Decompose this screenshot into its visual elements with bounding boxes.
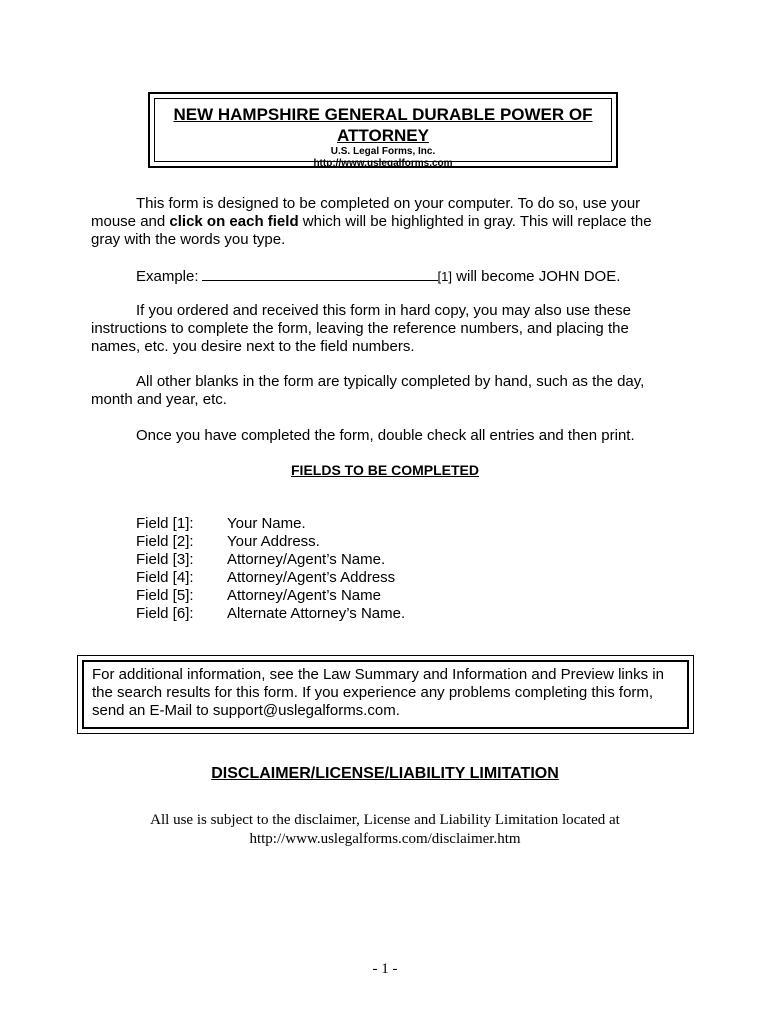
disclaimer-text: [0, 811, 770, 849]
example-result: will become JOHN DOE.: [452, 268, 621, 285]
other-blanks-paragraph: All other blanks in the form are typically completed by hand, such as the day, month and year, etc.: [91, 373, 645, 408]
fields-list: [136, 515, 405, 623]
field-description: Your Address.: [227, 533, 320, 550]
intro-text-2: which will be highlighted in gray. This will replace the gray with the words you type.: [91, 213, 652, 248]
field-row: [136, 551, 405, 569]
company-name: U.S. Legal Forms, Inc.: [330, 146, 436, 157]
field-label: Field [5]:: [136, 587, 194, 604]
field-label: Field [4]:: [136, 569, 194, 586]
fields-heading: FIELDS TO BE COMPLETED: [291, 462, 479, 478]
info-box-text: For additional information, see the Law Summary and Information and Preview links in the search results for this form. If you experience any problems completing this form, send an E-Mail to support@uslegalforms.com.: [82, 660, 689, 729]
field-label: Field [1]:: [136, 515, 194, 532]
disclaimer-line-1: All use is subject to the disclaimer, License and Liability Limitation located at: [150, 812, 620, 828]
example-ref: [1]: [437, 269, 452, 284]
disclaimer-heading: DISCLAIMER/LICENSE/LIABILITY LIMITATION: [211, 765, 559, 782]
example-label: Example:: [136, 268, 199, 285]
info-box: [77, 655, 694, 734]
field-description: Attorney/Agent’s Name: [227, 587, 381, 604]
example-blank-field: [202, 267, 438, 281]
intro-paragraph: [91, 195, 681, 249]
field-label: Field [3]:: [136, 551, 194, 568]
once-paragraph: Once you have completed the form, double check all entries and then print.: [136, 427, 635, 444]
title-box-inner: [154, 98, 612, 169]
field-label: Field [6]:: [136, 605, 194, 622]
title-box: [148, 92, 618, 168]
company-website: http://www.uslegalforms.com: [313, 158, 453, 169]
field-description: Attorney/Agent’s Address: [227, 569, 396, 586]
field-description: Your Name.: [227, 515, 306, 532]
document-title: NEW HAMPSHIRE GENERAL DURABLE POWER OF ATTORNEY: [173, 105, 593, 145]
hard-copy-paragraph: If you ordered and received this form in hard copy, you may also use these instructions to complete the form, leaving the reference numbers, and placing the names, etc. you desire next to the field numbers.: [91, 302, 631, 355]
example-line: [91, 267, 681, 286]
intro-text-1: This form is designed to be completed on your computer. To do so, use your mouse and: [91, 195, 641, 230]
disclaimer-link[interactable]: http://www.uslegalforms.com/disclaimer.htm: [249, 831, 521, 847]
field-row: [136, 605, 405, 623]
field-row: [136, 533, 405, 551]
field-row: [136, 587, 405, 605]
field-row: [136, 515, 405, 533]
intro-bold-text: click on each field: [169, 213, 299, 230]
page-number: - 1 -: [372, 961, 398, 977]
field-description: Alternate Attorney’s Name.: [227, 605, 406, 622]
field-description: Attorney/Agent’s Name.: [227, 551, 386, 568]
field-row: [136, 569, 405, 587]
field-label: Field [2]:: [136, 533, 194, 550]
